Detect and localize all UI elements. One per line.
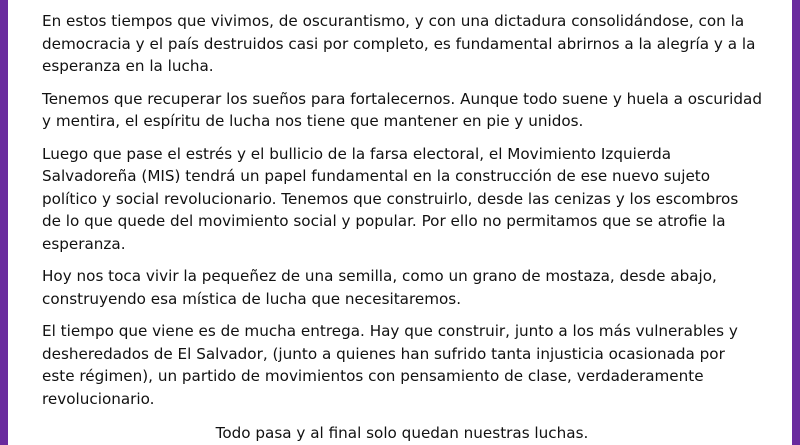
paragraph-4: Hoy nos toca vivir la pequeñez de una semilla, como un grano de mostaza, desde abajo, construyendo esa mística de lucha que necesitaremos. — [42, 267, 717, 308]
paragraph-2: Tenemos que recuperar los sueños para fortalecernos. Aunque todo suene y huela a oscuridad y mentira, el espíritu de lucha nos tiene que mantener en pie y unidos. — [42, 89, 762, 130]
left-purple-border — [0, 0, 8, 445]
paragraph-3: Luego que pase el estrés y el bullicio de la farsa electoral, el Movimiento Izquierda Salvadoreña (MIS) tendrá un papel fundamental en la construcción de ese nuevo sujeto político y social revolucionario. Tenemos que construirlo, desde las cenizas y los escombros de lo que quede del movimiento social y popular. Por ello no permitamos que se atrofie la esperanza. — [42, 144, 739, 253]
paragraph-1: En estos tiempos que vivimos, de oscurantismo, y con una dictadura consolidándose, con la democracia y el país destruidos casi por completo, es fundamental abrirnos a la alegría y a la esperanza en la lucha. — [42, 12, 756, 75]
closing-line: Todo pasa y al final solo quedan nuestras luchas. — [215, 424, 589, 442]
paragraph-5: El tiempo que viene es de mucha entrega. Hay que construir, junto a los más vulnerables y desheredados de El Salvador, (junto a quienes han sufrido tanta injusticia ocasionada por este régimen), un partido de movimientos con pensamiento de clase, verdaderamente revolucionario. — [42, 322, 738, 408]
document-body — [42, 10, 762, 445]
right-purple-border — [792, 0, 800, 445]
